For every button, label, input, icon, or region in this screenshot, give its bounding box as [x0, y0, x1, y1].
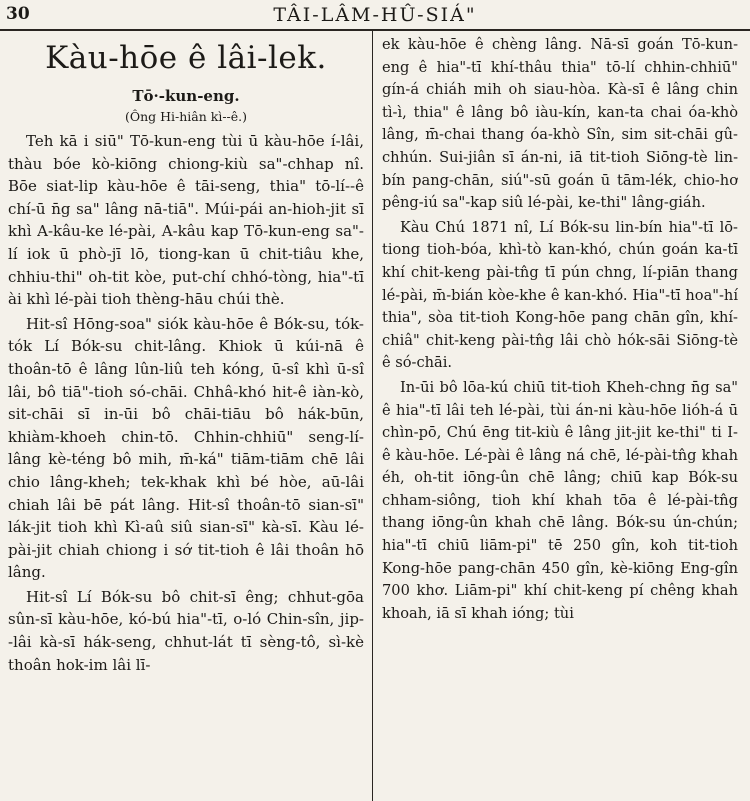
paragraph: Hit-sî Hōng-soa" siók kàu-hōe ê Bók-su, tók-tók Lí Bók-su chit-lâng. Khiok ū kúi-nā ê thoân-tō ê lâng lûn-liû teh kóng, ū-sî khì ū-sî lâi, bô tiā"-tioh só-chāi. Chhâ-khó hit-ê iàn-kò, sit-chāi sī in-ūi bô chāi-tiāu bô hák-būn, khiàm-khoeh chin-tō. Chhin-chhiū" seng-lí-lâng kè-téng bô mih, m̄-ká" tiām-tiām chē lâi chio lâng-kheh; tek-khak khì bé hòe, aū-lâi chiah lâi bē pát lâng. Hit-sî thoân-tō sian-sī" lák-jit tioh khì Kì-aû siû sian-sī" kà-sī. Kàu lé-pài-jit chiah chiong i sớ tit-tioh ê lâi thoân hō lâng.	[8, 314, 364, 582]
page-number: 30	[6, 4, 30, 24]
article-author: Tō·-kun-eng.	[132, 87, 240, 105]
paragraph: In-ūi bô lōa-kú chiū tit-tioh Kheh-chng n̄g sa" ê hia"-tī lâi teh lé-pài, tùi án-ni kàu-hōe lióh-á ū chìn-pō, Chú ēng tit-kiù ê lâng jit-jit ke-thi" ti I-ê kàu-hōe. Lé-pài ê lâng ná chē, lé-pài-tn̂g khah éh, oh-tit iōng-ûn chē lâng; chiū kap Bók-su chham-siông, tioh khí khah tōa ê lé-pài-tn̂g thang iōng-ûn khah chē lâng. Bók-su ún-chún; hia"-tī chiū liām-pi" tē 250 gîn, koh tit-tioh Kong-hōe pang-chān 450 gîn, kè-kiōng Eng-gîn 700 khơ. Liām-pi" khí chit-keng pí chêng khah khoah, iā sī khah ióng; tùi	[382, 378, 738, 622]
article-author-note: (Ông Hi-hiân kì--ê.)	[124, 109, 248, 124]
paragraph: Hit-sî Lí Bók-su bô chit-sī êng; chhut-gōa sûn-sī kàu-hōe, kó-bú hia"-tī, o-ló Chin-sîn, jip--lâi kà-sī hák-seng, chhut-lát tī sèng-tô, sì-kè thoân hok-im lâi lī-	[8, 587, 364, 674]
header-rule	[0, 29, 750, 31]
paragraph-continued: ek kàu-hōe ê chèng lâng. Nā-sī goán Tō-kun-eng ê hia"-tī khí-thâu thia" tō-lí chhin-chhiū" gín-á chiáh mih oh siau-hòa. Kà-sī ê lâng chin tì-ì, thia" ê lâng bô iàu-kín, kan-ta chai óa-khò lâng, m̄-chai thang óa-khò Sîn, sim sit-chāi gû-chhún. Sui-jiân sī án-ni, iā tit-tioh Siōng-tè lin-bín pang-chān, siú"-sū goán ū tām-lék, chio-hơ pêng-iú sa"-kap siû lé-pài, ke-thi" lâng-giáh.	[382, 36, 738, 212]
running-title: TÂI-LÂM-HÛ-SIÁ"	[273, 4, 477, 26]
right-column	[382, 34, 738, 627]
paragraph: Teh kā i siū" Tō-kun-eng tùi ū kàu-hōe í-lâi, thàu bóe kò-kiōng chiong-kiù sa"-chhap nî. Bōe siat-lip kàu-hōe ê tāi-seng, thia" tō-lí--ê chí-ū n̄g sa" lâng nā-tiā". Múi-pái an-hioh-jit sī khì A-kâu-ke lé-pài, A-kâu kap Tō-kun-eng sa"-lí iok ū phò-jī lō, tiong-kan ū chit-tiâu khe, chhiu-thi" oh-tit kòe, put-chí chhó-tòng, hia"-tī ài khì lé-pài tioh thèng-hāu chúi thè.	[8, 132, 364, 309]
left-column	[8, 34, 364, 678]
paragraph: Kàu Chú 1871 nî, Lí Bók-su lin-bín hia"-tī lō-tiong tioh-bóa, khì-tò kan-khó, chún goán ka-tī khí chit-keng pài-tn̂g tī pún chng, lí-piān thang lé-pài, m̄-bián kòe-khe ê kan-khó. Hia"-tī hoa"-hí thia", sòa tit-tioh Kong-hōe pang chān gîn, khí-chiâ" chit-keng pài-tn̂g lâi chò hók-sāi Siōng-tè ê só-chāi.	[382, 218, 738, 372]
column-divider	[372, 31, 373, 801]
article-title: Kàu-hōe ê lâi-lek.	[45, 40, 327, 76]
